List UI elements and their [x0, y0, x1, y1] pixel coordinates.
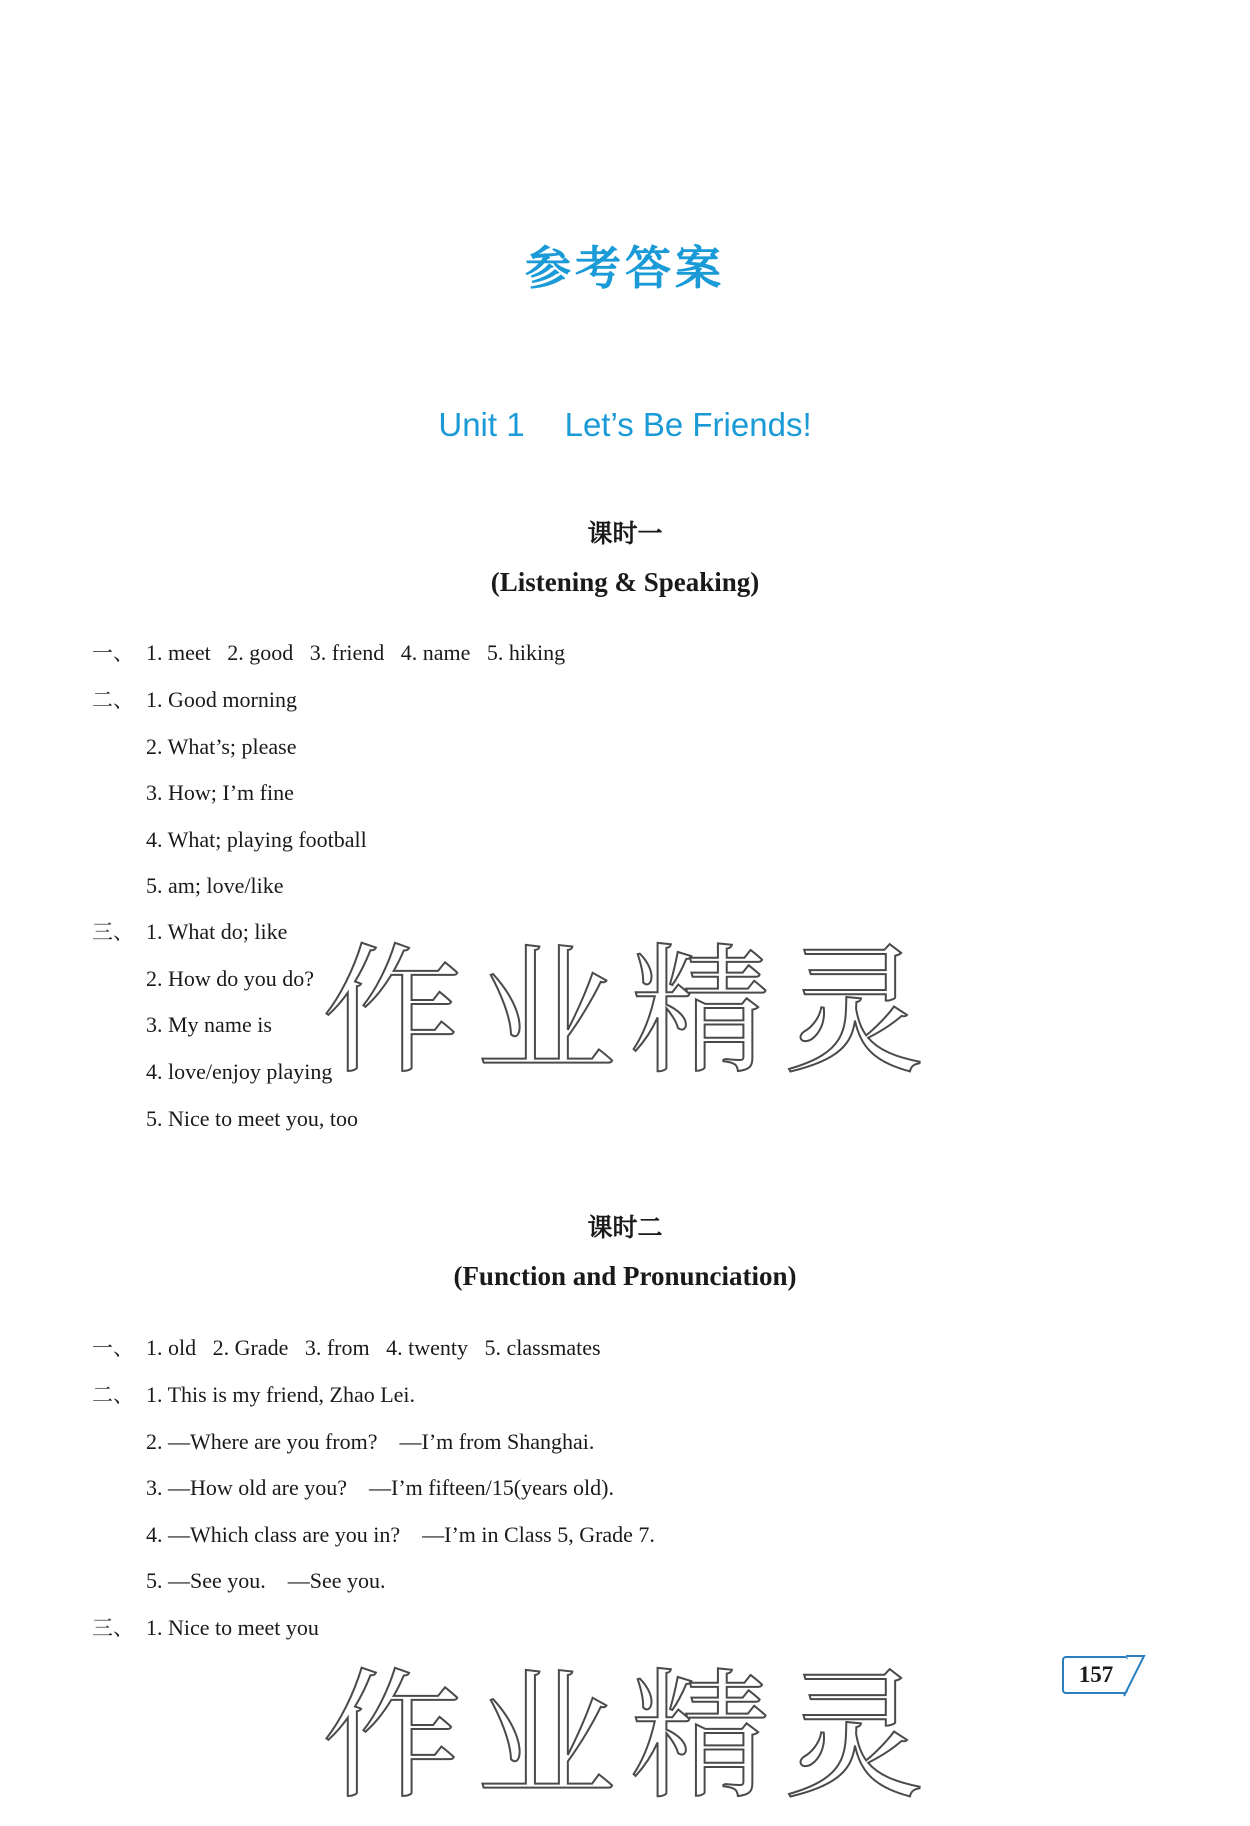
answer-line: 二、 1. This is my friend, Zhao Lei.: [92, 1380, 415, 1410]
section-number: 二、: [92, 1383, 134, 1407]
answer-line: 4. —Which class are you in? —I’m in Class 5, Grade 7.: [146, 1522, 655, 1547]
answer-line: 三、 1. Nice to meet you: [92, 1613, 319, 1643]
lesson-1-heading-en: (Listening & Speaking): [490, 567, 760, 597]
page-corner-icon: [1120, 1650, 1160, 1700]
unit-title: [0, 406, 1250, 444]
answer-line: 3. How; I’m fine: [146, 780, 294, 805]
unit-name: Let’s Be Friends!: [564, 406, 812, 443]
lesson-2-heading-cn: 课时二: [587, 1213, 663, 1242]
section-number: 一、: [92, 1336, 134, 1360]
answer-line: 5. Nice to meet you, too: [146, 1106, 359, 1131]
answer-line: 3. My name is: [146, 1012, 272, 1037]
section-number: 一、: [92, 641, 134, 665]
watermark: 作业精灵: [322, 1656, 939, 1819]
answer-line: 二、 1. Good morning: [92, 685, 297, 715]
answer-line: 4. love/enjoy playing: [146, 1059, 333, 1084]
answer-line: 一、 1. meet 2. good 3. friend 4. name 5. hiking: [92, 638, 565, 668]
section-number: 二、: [92, 688, 134, 712]
answer-line: 一、 1. old 2. Grade 3. from 4. twenty 5. classmates: [92, 1333, 601, 1363]
answer-line: 2. What’s; please: [146, 734, 297, 759]
answer-line: 三、 1. What do; like: [92, 917, 287, 947]
answer-line: 2. How do you do?: [146, 966, 315, 991]
answer-line: 2. —Where are you from? —I’m from Shanghai.: [146, 1429, 595, 1454]
page-title: 参考答案: [525, 241, 725, 295]
watermark: 作业精灵: [322, 931, 939, 1094]
answer-line: 5. am; love/like: [146, 873, 284, 898]
lesson-2-heading-en: (Function and Pronunciation): [453, 1261, 797, 1291]
answer-line: 4. What; playing football: [146, 827, 367, 852]
section-number: 三、: [92, 1616, 134, 1640]
section-number: 三、: [92, 920, 134, 944]
page-number: 157: [1062, 1656, 1128, 1694]
answer-line: 5. —See you. —See you.: [146, 1568, 386, 1593]
unit-number: Unit 1: [438, 406, 525, 443]
lesson-1-heading-cn: 课时一: [587, 519, 663, 548]
answer-line: 3. —How old are you? —I’m fifteen/15(years old).: [146, 1475, 614, 1500]
